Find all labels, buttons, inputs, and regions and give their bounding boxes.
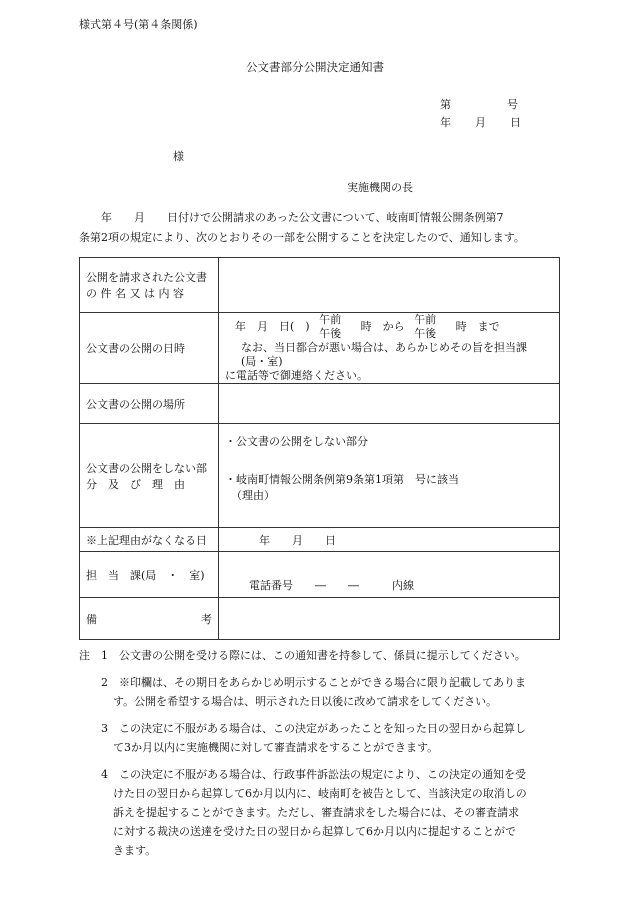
date-year: 年 [440,116,451,129]
row-value-datetime [219,313,560,384]
form-number: 様式第４号(第４条関係) [79,18,198,31]
row-label-remarks [80,598,219,640]
row-value-undisclosed [219,424,560,528]
note-4-line5: きます。 [113,844,157,857]
undisclosed-ordinance: ・岐南町情報公開条例第9条第1項第 号に該当 [225,473,459,486]
number-prefix: 第 [440,98,451,111]
note-4-line3: 訴えを提起することができます。ただし、審査請求をした場合には、その審査請求 [113,806,520,819]
row-label-department: 担 当 課(局 ・ 室) [80,552,219,598]
row-label-expiry: ※上記理由がなくなる日 [80,528,219,552]
decision-table [79,257,560,640]
note-4 [79,765,559,860]
row-value-remarks [219,598,560,640]
from-label: 時 から [360,320,405,333]
pm-label-2: 午後 [414,327,437,340]
table-row [80,424,560,528]
row-value-expiry: 年 月 日 [219,528,560,552]
row-value-department: 電話番号 ― ― 内線 [219,552,560,598]
number-suffix: 号 [507,98,518,111]
note-3 [79,719,559,757]
note-3-line1: 3 この決定に不服がある場合は、この決定があったことを知った日の翌日から起算し [101,722,526,735]
datetime-date: 年 月 日( ) [235,320,310,333]
body-line-1: 年 月 日付けで公開請求のあった公文書について、岐南町情報公開条例第7 [79,211,504,224]
document-date [440,114,521,130]
notes [79,646,559,868]
row-label-undisclosed [80,424,219,528]
until-label: 時 まで [455,320,500,333]
note-4-line1: 4 この決定に不服がある場合は、行政事件訴訟法の規定により、この決定の通知を受 [101,768,526,781]
addressee: 様 [173,150,184,163]
document-number [440,96,518,112]
datetime-note-2: に電話等で御連絡ください。 [225,369,368,382]
table-row [80,313,560,384]
note-4-line2: けた日の翌日から起算して6か月以内に、岐南町を被告として、当該決定の取消しの [113,787,527,800]
table-row [80,384,560,424]
date-day: 日 [510,116,521,129]
table-row [80,528,560,552]
table-row [80,598,560,640]
row-label-document-line1: 公開を請求された公文書 [86,271,207,284]
remarks-right: 考 [201,612,212,626]
row-value-place [219,384,560,424]
undisclosed-part: ・公文書の公開をしない部分 [225,435,368,448]
am-label-2: 午前 [414,313,437,326]
note-2-line1: 2 ※印欄は、その期日をあらかじめ明示することができる場合に限り記載してありま [101,676,526,689]
datetime-note: なお、当日都合が悪い場合は、あらかじめその旨を担当課(局・室) [241,341,527,368]
row-label-place: 公文書の公開の場所 [80,384,219,424]
body-text [79,208,549,248]
row-value-document [219,258,560,313]
note-4-line4: に対する裁決の送達を受けた日の翌日から起算して6か月以内に提起することがで [113,825,516,838]
row-label-datetime: 公文書の公開の日時 [80,313,219,384]
row-label-undisclosed-line2: 分 及 び 理 由 [86,477,185,491]
undisclosed-reason: （理由） [231,489,275,502]
table-row [80,258,560,313]
note-2-line2: す。公開を希望する場合は、明示された日以後に改めて請求をしてください。 [113,695,498,708]
date-month: 月 [475,116,486,129]
pm-label: 午後 [319,327,342,340]
document-title: 公文書部分公開決定通知書 [246,60,384,74]
note-1: 注 1 公文書の公開を受ける際には、この通知書を持参して、係員に提示してください。 [79,649,526,662]
row-label-undisclosed-line1: 公文書の公開をしない部 [86,461,207,475]
row-label-document-line2: の 件 名 又 は 内 容 [86,287,184,300]
body-line-2: 条第2項の規定により、次のとおりその一部を公開することを決定したので、通知します。 [79,231,525,244]
am-label: 午前 [319,313,342,326]
table-row [80,552,560,598]
sender: 実施機関の長 [347,181,413,194]
note-2 [79,673,559,711]
note-3-line2: て3か月以内に実施機関に対して審査請求をすることができます。 [113,741,439,754]
row-label-document [80,258,219,313]
remarks-left: 備 [86,612,97,626]
